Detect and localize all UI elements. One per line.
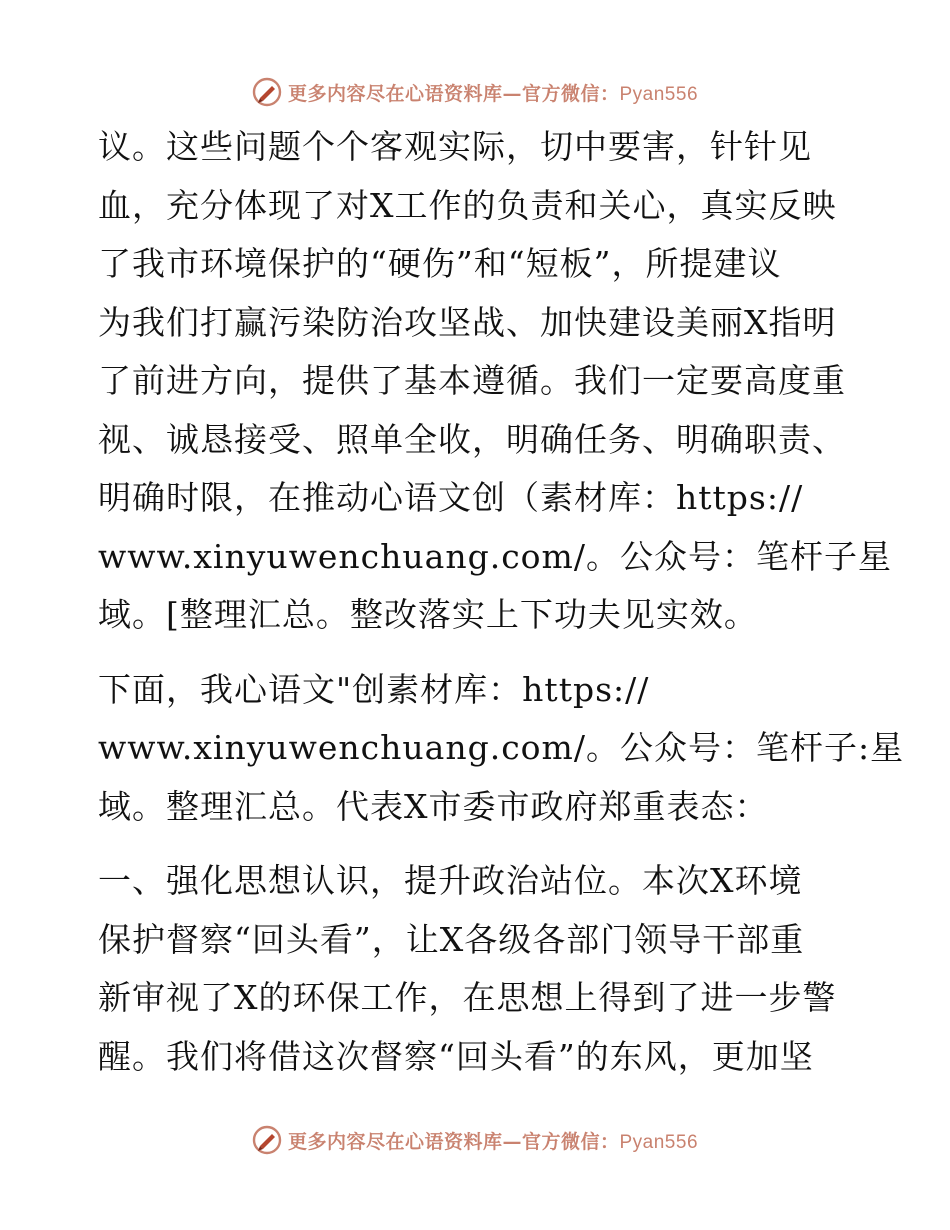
footer-banner-text [288, 1127, 698, 1154]
header-banner-text [288, 79, 698, 106]
text-line: 议。这些问题个个客观实际，切中要害，针针见 [98, 127, 812, 166]
pen-logo-icon [252, 1125, 282, 1155]
footer-wechat-id: Pyan556 [619, 1131, 699, 1153]
text-line: 血，充分体现了对X工作的负责和关心，真实反映 [98, 185, 837, 225]
text-line: 视、诚恳接受、照单全收，明确任务、明确职责、 [98, 419, 846, 459]
text-line: 保护督察“回头看”，让X各级各部门领导干部重 [98, 919, 805, 959]
text-line: 醒。我们将借这次督察“回头看”的东风，更加坚 [98, 1036, 814, 1076]
footer-banner-label: 更多内容尽在心语资料库—官方微信： [287, 1130, 620, 1153]
text-line: 了前进方向，提供了基本遵循。我们一定要高度重 [98, 361, 846, 400]
pen-logo-icon [252, 77, 282, 107]
header-wechat-id: Pyan556 [619, 83, 699, 105]
text-line: 一、强化思想认识，提升政治站位。本次X环境 [98, 861, 803, 900]
header-banner [0, 72, 950, 112]
text-line: 了我市环境保护的“硬伤”和“短板”，所提建议 [98, 244, 782, 283]
paragraph-3 [98, 852, 858, 1086]
text-line: 下面，我心语文"创素材库：https:// [98, 669, 650, 709]
text-line: 新审视了X的环保工作，在思想上得到了进一步警 [98, 978, 837, 1017]
text-line: 域。整理汇总。代表X市委市政府郑重表态： [98, 786, 769, 826]
document-body [98, 118, 905, 1086]
paragraph-1 [98, 118, 892, 645]
text-line: www.xinyuwenchuang.com/。公众号：笔杆子:星 [98, 728, 905, 767]
text-line: 为我们打赢污染防治攻坚战、加快建设美丽X指明 [98, 302, 837, 342]
paragraph-2 [98, 661, 905, 837]
text-line: www.xinyuwenchuang.com/。公众号：笔杆子星 [98, 536, 892, 576]
text-line: 明确时限，在推动心语文创（素材库：https:// [98, 478, 804, 517]
text-line: 域。[整理汇总。整改落实上下功夫见实效。 [98, 595, 758, 634]
footer-banner [0, 1120, 950, 1160]
header-banner-label: 更多内容尽在心语资料库—官方微信： [287, 82, 620, 105]
